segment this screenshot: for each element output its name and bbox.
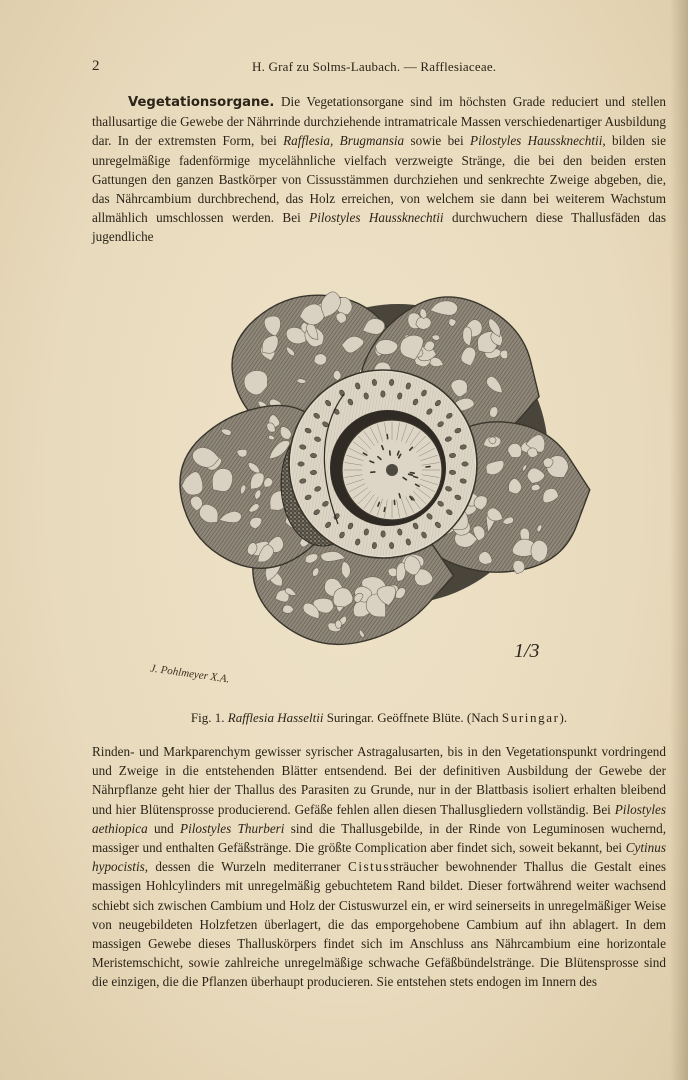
diaphragm-pore bbox=[310, 453, 317, 458]
text-run: und bbox=[147, 820, 181, 836]
page-number: 2 bbox=[92, 58, 100, 74]
continuation-text bbox=[92, 742, 666, 992]
caption-description: Suringar. Geöffnete Blüte. (Nach bbox=[323, 710, 502, 725]
diaphragm-pore bbox=[462, 462, 468, 466]
column-center bbox=[386, 464, 398, 476]
italic-term: Pilostyles Haussknechtii bbox=[470, 133, 603, 149]
page-header bbox=[92, 58, 668, 78]
italic-term: Rafflesia, Brugmansia bbox=[283, 133, 405, 149]
diaphragm-pore bbox=[381, 391, 385, 397]
text-run: Rinden- und Markparenchym gewisser syrischer Astragalusarten, bis in den Vegetationspunkt vordringend und Zweige in die entstehenden Blätter entsendend. Bei der definitiven Ausbildung der Gewebe der Nährpflanze geht hier der Thallus des Parasiten zu Grunde, nur in der Blattbasis isoliert erhalten bleibend und hier Blütensprosse producierend. Gefäße fehlen allen diesen Thallusgliedern vollständig. Bei bbox=[92, 744, 666, 817]
italic-term: Pilostyles Haussknechtii bbox=[309, 210, 444, 226]
column-process bbox=[387, 435, 388, 439]
text-run: , dessen die Wurzeln mediterraner bbox=[144, 859, 349, 875]
diaphragm-pore bbox=[449, 470, 456, 475]
italic-term: Cytinus hypocistis bbox=[92, 840, 666, 875]
section-vegetationsorgane bbox=[92, 92, 666, 247]
diaphragm-pore bbox=[372, 379, 377, 386]
column-process bbox=[410, 473, 414, 474]
caption-figure-number: Fig. 1. bbox=[190, 710, 225, 725]
diaphragm-pore bbox=[381, 531, 385, 537]
caption-source: Suringar bbox=[501, 710, 560, 725]
text-run: sind die Thallusgebilde, in der Rinde von Leguminosen wuchernd, massiger und enthalten Gefäßstränge. Die größte Complication aber findet sich, soweit bekannt, bei bbox=[92, 820, 666, 856]
text-run: , bilden sie unregelmäßige fadenförmige mycelähnliche vielfach verzweigte Stränge, die bei den beiden ersten Gattungen den ganzen Bastkörper von Cissusstämmen durchziehen und senkrechte Zweige abgeben, die, das Nährcambium durchbrechend, das Holz erreichen, von welchem sie dann bei weiterem Wachstum allmählich umschlossen werden. Bei bbox=[92, 133, 666, 226]
petal-wart bbox=[490, 407, 498, 418]
text-run: Die Vegetationsorgane sind im höchsten Grade reduciert und stellen thallusartige die Gewebe der Nährrinde durchziehende intramatricale Massen verschiedenartiger Ausbildung dar. In der extremsten Form, bei bbox=[92, 94, 666, 149]
diaphragm-pore bbox=[389, 379, 394, 386]
petal-wart bbox=[531, 484, 540, 490]
section-body bbox=[92, 94, 666, 244]
figure-scale: 1/3 bbox=[514, 640, 540, 662]
continuation-paragraph bbox=[92, 742, 666, 992]
petal-wart bbox=[375, 340, 397, 355]
column-process bbox=[414, 477, 418, 478]
diaphragm-pore bbox=[389, 542, 394, 549]
column-process bbox=[409, 474, 413, 475]
section-heading: Vegetationsorgane. bbox=[128, 95, 275, 110]
caption-end: ). bbox=[559, 710, 568, 725]
petal-wart bbox=[314, 354, 327, 365]
petal-wart bbox=[489, 437, 496, 444]
column-process bbox=[384, 508, 385, 512]
italic-term: Pilostyles aethiopica bbox=[92, 801, 666, 836]
column-process bbox=[399, 494, 400, 498]
diaphragm-pore bbox=[298, 462, 304, 466]
figure-rafflesia bbox=[110, 236, 666, 706]
page-spine-shadow bbox=[670, 0, 688, 1080]
petal-wart bbox=[212, 468, 232, 491]
column-process bbox=[390, 451, 391, 455]
petal-wart bbox=[432, 335, 440, 340]
petal-wart bbox=[335, 620, 341, 628]
figure-caption bbox=[92, 710, 666, 726]
italic-term: Pilostyles Thurberi bbox=[180, 820, 285, 836]
diaphragm-pore bbox=[372, 542, 377, 549]
text-run: sträucher bewohnender Thallus die Gestalt eines massigen Hohlcylinders mit unregelmäßig gebuchtetem Rand bildet. Dieser fortwährend weiter wachsend schiebt sich zwischen Cambium und Holz der Cistuswurzel ein, er wird seinerseits in unregelmäßiger Weise von neugebildeten Holzfetzen überlagert, die das emporgehobene Cambium auf ihn ablagert. In dem massigen Gewebe dieses Thalluskörpers findet sich im Anschluss ans Nährcambium eine horizontale Meristemschicht, sowie zahlreiche unregelmäßige schwache Gefäßbündelstränge. Die Blütensprosse sind die einzigen, die die Pflanzen überhaupt producieren. Sie entstehen stets endogen im Innern des bbox=[92, 859, 666, 990]
flower-drawing bbox=[180, 292, 590, 645]
caption-species: Rafflesia Hasseltii bbox=[227, 710, 324, 725]
section-paragraph bbox=[92, 92, 666, 247]
artist-signature: J. Pohlmeyer X.A. bbox=[149, 662, 231, 686]
petal-wart bbox=[527, 448, 538, 458]
rafflesia-flower-illustration bbox=[110, 236, 666, 706]
text-run: sowie bei bbox=[404, 133, 471, 149]
spaced-term: Cistus bbox=[348, 859, 391, 875]
petal-wart bbox=[513, 560, 525, 573]
text-run: durchwuchern diese Thallusfäden das jugendliche bbox=[92, 210, 666, 245]
running-head: H. Graf zu Solms-Laubach. — Rafflesiaceae. bbox=[252, 59, 497, 74]
